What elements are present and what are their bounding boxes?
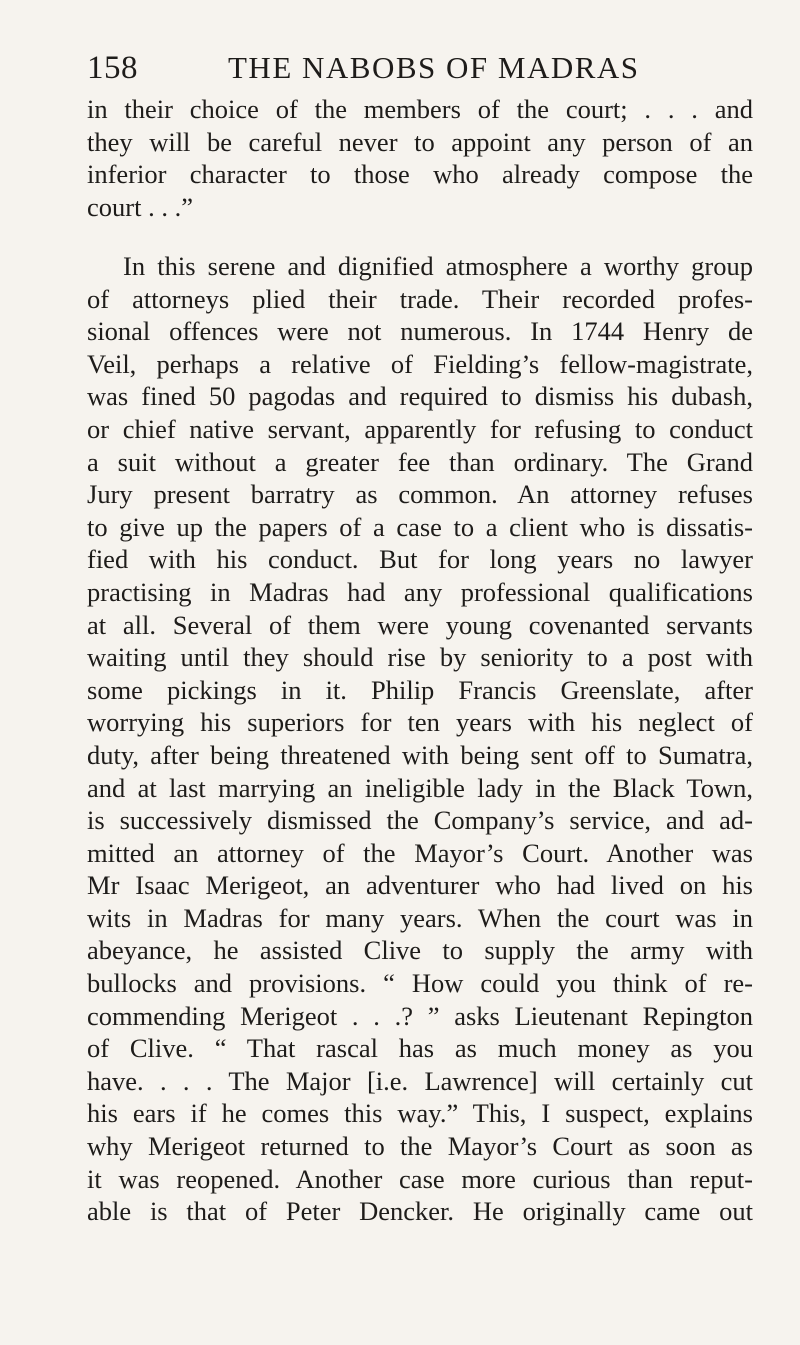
text-line: abeyance, he assisted Clive to supply the army with bbox=[87, 935, 753, 966]
text-line: Veil, perhaps a relative of Fielding’s fellow-magistrate, bbox=[87, 348, 753, 379]
text-line: they will be careful never to appoint any person of an bbox=[87, 126, 753, 157]
text-line: have. . . . The Major [i.e. Lawrence] will certainly cut bbox=[87, 1065, 753, 1096]
text-line: his ears if he comes this way.” This, I suspect, explains bbox=[87, 1098, 753, 1129]
text-line: at all. Several of them were young covenanted servants bbox=[87, 609, 753, 640]
text-line: of Clive. “ That rascal has as much money as you bbox=[87, 1033, 753, 1064]
running-title: THE NABOBS OF MADRAS bbox=[228, 50, 640, 85]
text-line: Jury present barratry as common. An attorney refuses bbox=[87, 479, 753, 510]
running-head bbox=[87, 50, 727, 90]
text-line: sional offences were not numerous. In 1744 Henry de bbox=[87, 316, 753, 347]
text-line: practising in Madras had any professional qualifications bbox=[87, 576, 753, 607]
paragraph-2 bbox=[87, 250, 753, 1228]
text-line: bullocks and provisions. “ How could you think of re- bbox=[87, 968, 753, 999]
text-line: worrying his superiors for ten years with his neglect of bbox=[87, 707, 753, 738]
text-line: commending Merigeot . . .? ” asks Lieutenant Repington bbox=[87, 1000, 753, 1031]
text-line: is successively dismissed the Company’s service, and ad- bbox=[87, 805, 753, 836]
text-line: was fined 50 pagodas and required to dismiss his dubash, bbox=[87, 381, 753, 412]
text-line: fied with his conduct. But for long years no lawyer bbox=[87, 544, 753, 575]
text-line: or chief native servant, apparently for refusing to conduct bbox=[87, 413, 753, 444]
text-line: and at last marrying an ineligible lady in the Black Town, bbox=[87, 772, 753, 803]
text-line: why Merigeot returned to the Mayor’s Court as soon as bbox=[87, 1131, 753, 1162]
text-line: in their choice of the members of the court; . . . and bbox=[87, 94, 753, 124]
text-line: wits in Madras for many years. When the court was in bbox=[87, 902, 753, 933]
text-line: to give up the papers of a case to a client who is dissatis- bbox=[87, 511, 753, 542]
text-line: it was reopened. Another case more curious than reput- bbox=[87, 1163, 753, 1194]
text-line: inferior character to those who already compose the bbox=[87, 159, 753, 190]
text-line: able is that of Peter Dencker. He originally came out bbox=[87, 1196, 753, 1227]
text-line: mitted an attorney of the Mayor’s Court. Another was bbox=[87, 837, 753, 868]
text-line: of attorneys plied their trade. Their recorded profes- bbox=[87, 283, 753, 314]
text-line: court . . .” bbox=[87, 191, 193, 222]
paragraph-1 bbox=[87, 93, 753, 223]
text-line: duty, after being threatened with being sent off to Sumatra, bbox=[87, 739, 753, 770]
text-line: some pickings in it. Philip Francis Greenslate, after bbox=[87, 674, 753, 705]
page-number: 158 bbox=[87, 50, 138, 86]
text-line: In this serene and dignified atmosphere a worthy group bbox=[123, 251, 753, 281]
text-line: Mr Isaac Merigeot, an adventurer who had lived on his bbox=[87, 870, 753, 901]
text-line: a suit without a greater fee than ordinary. The Grand bbox=[87, 446, 753, 477]
text-line: waiting until they should rise by seniority to a post with bbox=[87, 642, 753, 673]
